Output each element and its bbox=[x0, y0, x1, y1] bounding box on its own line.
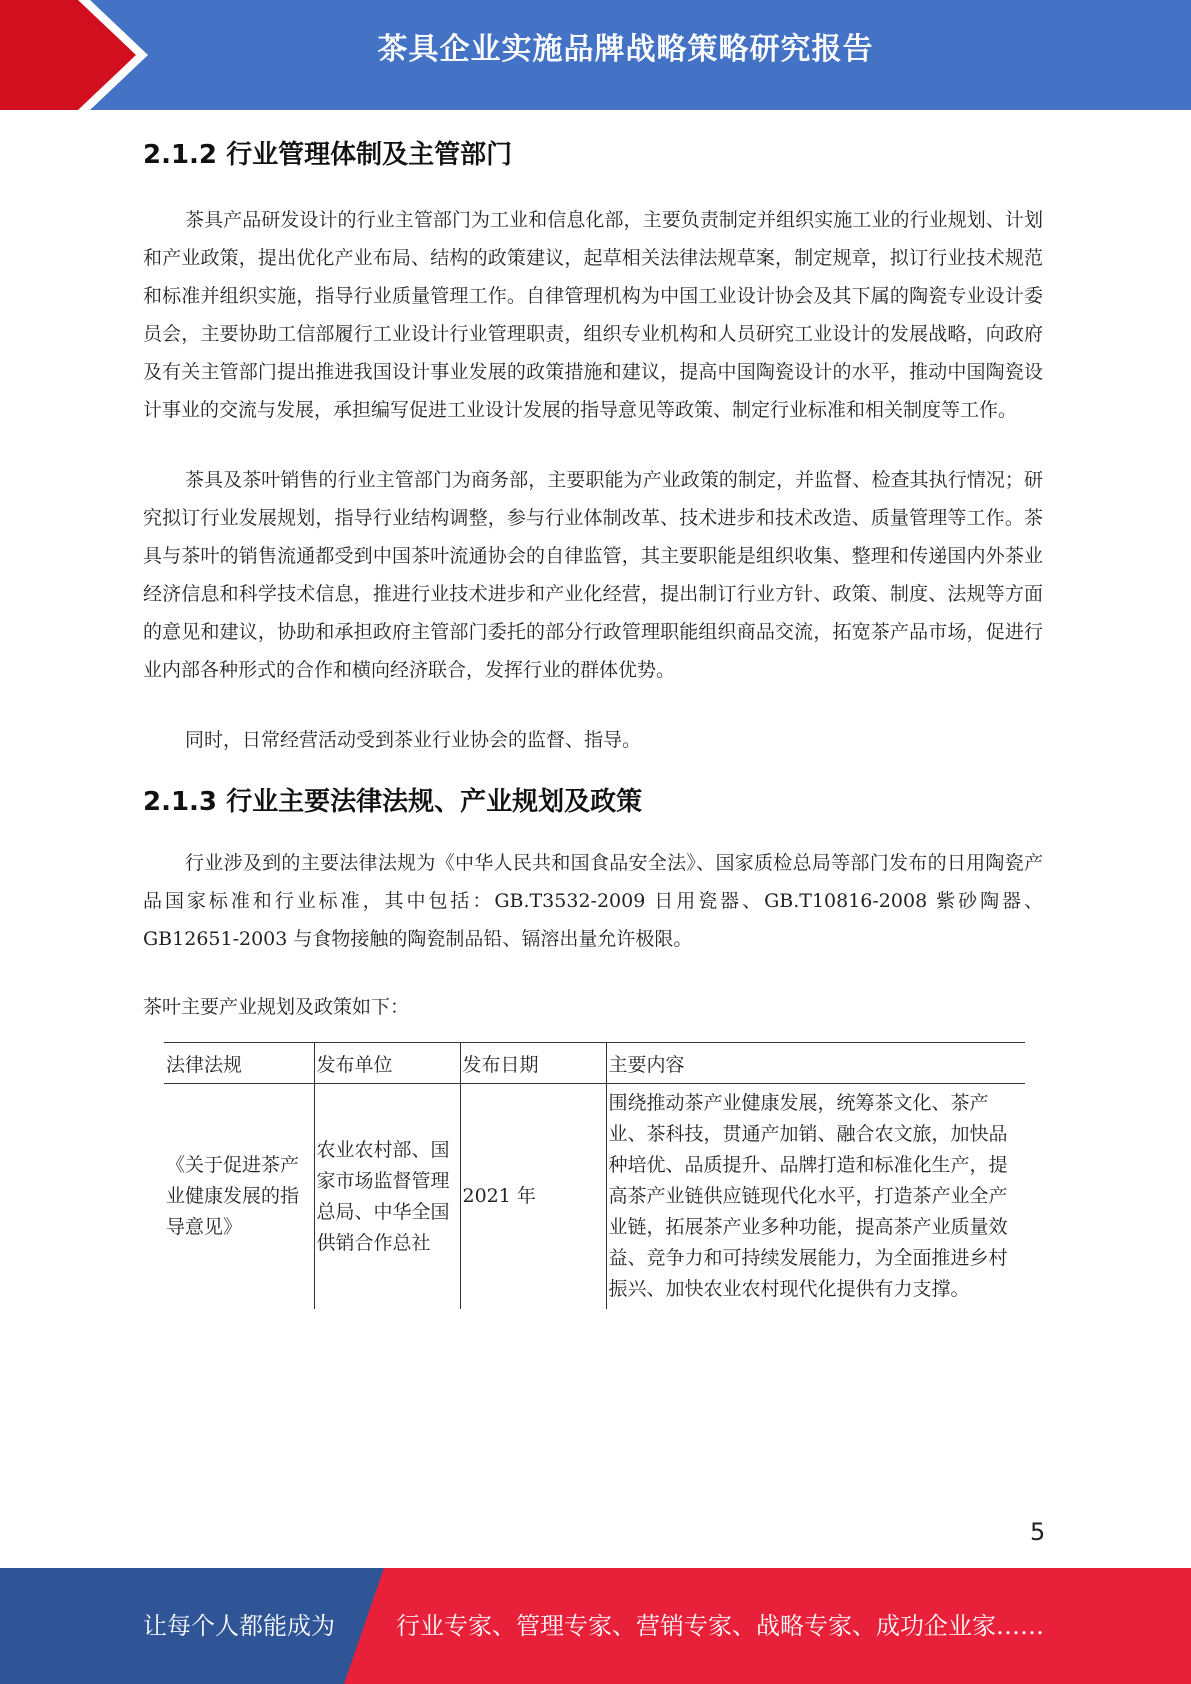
paragraph-4: 行业涉及到的主要法律法规为《中华人民共和国食品安全法》、国家质检总局等部门发布的日用陶瓷产品国家标准和行业标准，其中包括：GB.T3532-2009 日用瓷器、GB.T10816-2008 紫砂陶器、GB12651-2003 与食物接触的陶瓷制品铅、镉溶出量允许极限。 bbox=[143, 852, 1043, 950]
header-law: 法律法规 bbox=[164, 1043, 314, 1084]
section-heading-2-1-3: 2.1.3 行业主要法律法规、产业规划及政策 bbox=[143, 787, 643, 817]
cell-law: 《关于促进茶产业健康发展的指导意见》 bbox=[166, 1154, 300, 1238]
footer-slogan-left: 让每个人都能成为 bbox=[143, 1612, 335, 1640]
header-issuer: 发布单位 bbox=[314, 1043, 460, 1084]
paragraph-2: 茶具及茶叶销售的行业主管部门为商务部，主要职能为产业政策的制定，并监督、检查其执行情况；研究拟订行业发展规划，指导行业结构调整，参与行业体制改革、技术进步和技术改造、质量管理等工作。茶具与茶叶的销售流通都受到中国茶叶流通协会的自律监管，其主要职能是组织收集、整理和传递国内外茶业经济信息和科学技术信息，推进行业技术进步和产业化经营，提出制订行业方针、政策、制度、法规等方面的意见和建议，协助和承担政府主管部门委托的部分行政管理职能组织商品交流，拓宽茶产品市场，促进行业内部各种形式的合作和横向经济联合，发挥行业的群体优势。 bbox=[143, 469, 1043, 681]
page-header bbox=[0, 0, 1191, 110]
cell-issuer: 农业农村部、国家市场监督管理总局、中华全国供销合作总社 bbox=[314, 1084, 460, 1310]
report-title: 茶具企业实施品牌战略策略研究报告 bbox=[377, 32, 874, 67]
cell-content: 围绕推动茶产业健康发展，统筹茶文化、茶产业、茶科技，贯通产加销、融合农文旅，加快品种培优、品质提升、品牌打造和标准化生产，提高茶产业链供应链现代化水平，打造茶产业全产业链，拓展茶产业多种功能，提高茶产业质量效益、竞争力和可持续发展能力，为全面推进乡村振兴、加快农业农村现代化提供有力支撑。 bbox=[606, 1084, 1025, 1310]
table-row bbox=[164, 1084, 1025, 1310]
page-number: 5 bbox=[1030, 1518, 1046, 1546]
page-content bbox=[143, 130, 1043, 1309]
header-date: 发布日期 bbox=[460, 1043, 606, 1084]
section-heading-2-1-2: 2.1.2 行业管理体制及主管部门 bbox=[143, 140, 513, 170]
table-header-row bbox=[164, 1043, 1025, 1084]
cell-date: 2021 年 bbox=[460, 1084, 606, 1310]
footer-slogan-right: 行业专家、管理专家、营销专家、战略专家、成功企业家…… bbox=[396, 1612, 1044, 1640]
paragraph-1: 茶具产品研发设计的行业主管部门为工业和信息化部，主要负责制定并组织实施工业的行业规划、计划和产业政策，提出优化产业布局、结构的政策建议，起草相关法律法规草案，制定规章，拟订行业技术规范和标准并组织实施，指导行业质量管理工作。自律管理机构为中国工业设计协会及其下属的陶瓷专业设计委员会，主要协助工信部履行工业设计行业管理职责，组织专业机构和人员研究工业设计的发展战略，向政府及有关主管部门提出推进我国设计事业发展的政策措施和建议，提高中国陶瓷设计的水平，推动中国陶瓷设计事业的交流与发展，承担编写促进工业设计发展的指导意见等政策、制定行业标准和相关制度等工作。 bbox=[143, 209, 1043, 421]
paragraph-3: 同时，日常经营活动受到茶业行业协会的监督、指导。 bbox=[185, 729, 642, 751]
page-footer bbox=[0, 1568, 1191, 1684]
header-content: 主要内容 bbox=[606, 1043, 1025, 1084]
policy-table bbox=[164, 1042, 1025, 1309]
table-intro: 茶叶主要产业规划及政策如下： bbox=[143, 996, 410, 1018]
